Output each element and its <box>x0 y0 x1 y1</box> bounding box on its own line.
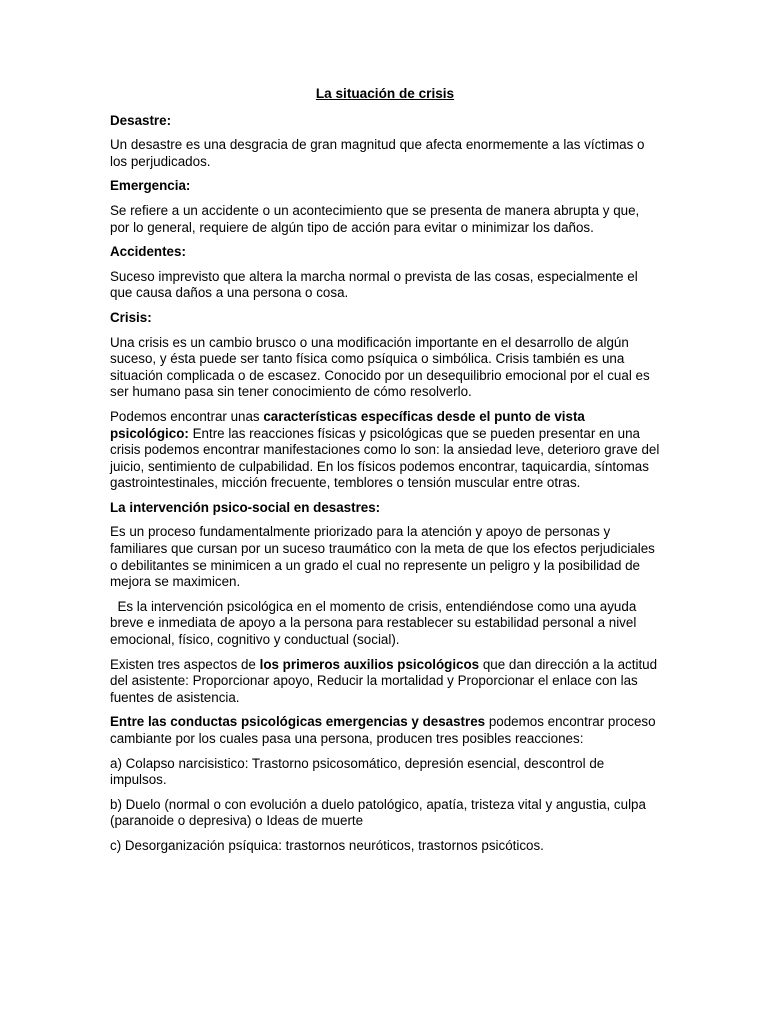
bold-phrase-characteristics: características específicas desde el punto de vista psicológico: <box>110 408 585 441</box>
paragraph-conductas <box>110 714 660 747</box>
heading-accidentes: Accidentes: <box>110 244 186 260</box>
bold-phrase-primeros-auxilios: los primeros auxilios psicológicos <box>259 656 480 672</box>
heading-intervencion: La intervención psico-social en desastres: <box>110 499 381 515</box>
reaction-item-a: a) Colapso narcisistico: Trastorno psicosomático, depresión esencial, descontrol de impulsos. <box>110 755 605 788</box>
heading-desastre: Desastre: <box>110 112 172 128</box>
heading-crisis: Crisis: <box>110 309 152 325</box>
text-run: Entre las reacciones físicas y psicológicas que se pueden presentar en una crisis podemos encontrar manifestaciones como lo son: la ansiedad leve, deterioro grave del juicio, sentimiento de culpabilidad. En los físicos podemos encontrar, taquicardia, síntomas gastrointestinales, micción frecuente, temblores o tensión muscular entre otras. <box>110 425 660 491</box>
paragraph-emergencia: Se refiere a un accidente o un acontecimiento que se presenta de manera abrupta y que, por lo general, requiere de algún tipo de acción para evitar o minimizar los daños. <box>110 202 640 235</box>
paragraph-crisis: Una crisis es un cambio brusco o una modificación importante en el desarrollo de algún suceso, y ésta puede ser tanto física como psíquica o simbólica. Crisis también es una situación complicada o de escasez. Conocido por un desequilibrio emocional por el cual es ser humano pasa sin tener conocimiento de cómo resolverlo. <box>110 334 650 400</box>
paragraph-accidentes: Suceso imprevisto que altera la marcha normal o prevista de las cosas, especialmente el que causa daños a una persona o cosa. <box>110 268 638 301</box>
reaction-item-c: c) Desorganización psíquica: trastornos neuróticos, trastornos psicóticos. <box>110 837 544 853</box>
paragraph-primeros-auxilios <box>110 657 660 707</box>
paragraph-intervencion-2: Es la intervención psicológica en el momento de crisis, entendiéndose como una ayuda breve e inmediata de apoyo a la persona para restablecer su estabilidad personal a nivel emocional, físico, cognitivo y conductual (social). <box>110 598 641 648</box>
text-run: que dan dirección a la actitud del asistente: Proporcionar apoyo, Reducir la mortalidad y Proporcionar el enlace con las fuentes de asistencia. <box>110 656 658 705</box>
paragraph-desastre: Un desastre es una desgracia de gran magnitud que afecta enormemente a las víctimas o los perjudicados. <box>110 137 645 169</box>
text-run: Podemos encontrar unas <box>110 408 264 424</box>
text-run: podemos encontrar proceso cambiante por los cuales pasa una persona, producen tres posibles reacciones: <box>110 714 656 746</box>
heading-emergencia: Emergencia: <box>110 178 191 194</box>
document-title: La situación de crisis <box>315 86 455 101</box>
reaction-item-b: b) Duelo (normal o con evolución a duelo patológico, apatía, tristeza vital y angustia, culpa (paranoide o depresiva) o Ideas de muerte <box>110 796 646 829</box>
text-run: Existen tres aspectos de <box>110 656 260 672</box>
paragraph-intervencion-1: Es un proceso fundamentalmente priorizado para la atención y apoyo de personas y familiares que cursan por un suceso traumático con la meta de que los efectos perjudiciales o debilitantes se minimicen a un grado el cual no represente un peligro y la posibilidad de mejora se maximicen. <box>110 524 655 590</box>
document-body <box>110 86 660 863</box>
bold-phrase-conductas: Entre las conductas psicológicas emergencias y desastres <box>110 714 486 730</box>
paragraph-crisis-characteristics <box>110 409 660 492</box>
